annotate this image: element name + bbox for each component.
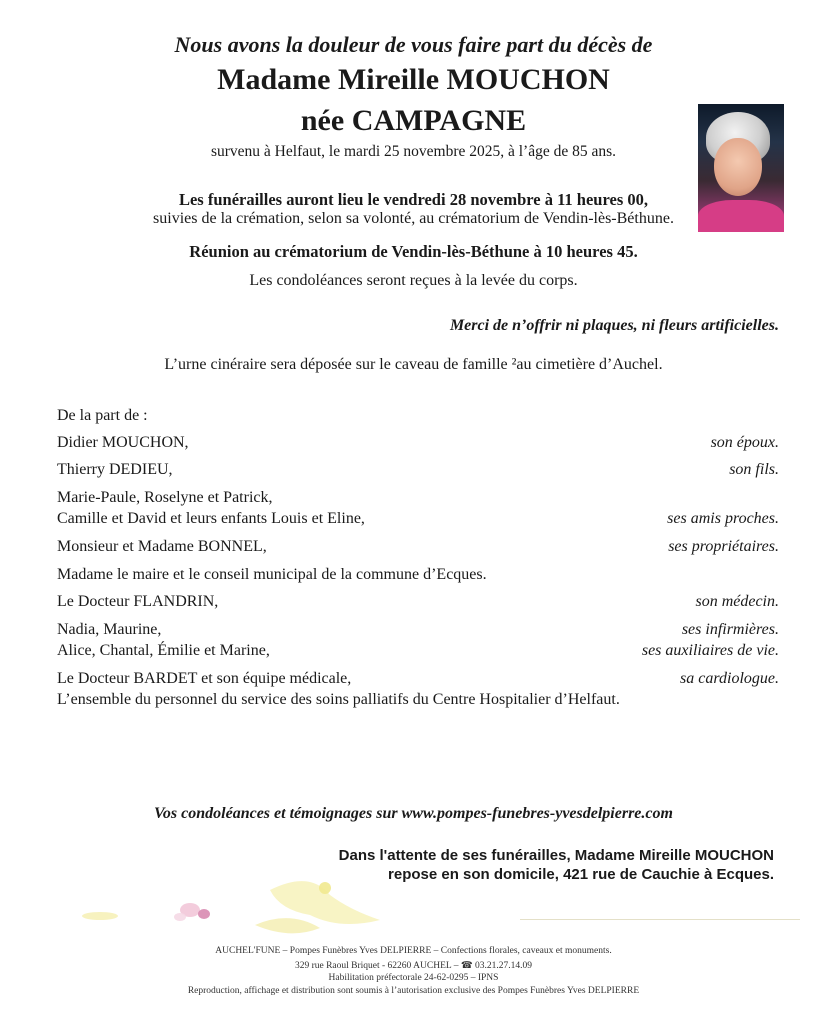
footer-line-3: Habilitation préfectorale 24-62-0295 – IPNS: [328, 973, 499, 983]
intro-line: Nous avons la douleur de vous faire part du décès de: [174, 32, 653, 57]
footer-line-1: AUCHEL'FUNE – Pompes Funèbres Yves DELPIERRE – Confections florales, caveaux et monuments.: [215, 946, 612, 956]
family-row-relation: son époux.: [710, 434, 779, 451]
floral-decoration: [80, 870, 380, 950]
family-row-relation: ses amis proches.: [667, 510, 779, 527]
maiden-name: née CAMPAGNE: [300, 104, 527, 137]
family-row-name: Didier MOUCHON,: [57, 434, 189, 451]
family-row-name: Madame le maire et le conseil municipal de la commune d’Ecques.: [57, 566, 487, 583]
family-row-relation: ses infirmières.: [681, 621, 779, 638]
family-row-relation: son fils.: [729, 461, 779, 478]
family-row-name: Camille et David et leurs enfants Louis et Eline,: [57, 510, 365, 527]
funeral-date: Les funérailles auront lieu le vendredi 28 novembre à 11 heures 00,: [178, 190, 649, 209]
family-row-name: Marie-Paule, Roselyne et Patrick,: [57, 489, 273, 506]
family-row-name: Nadia, Maurine,: [57, 621, 162, 638]
family-heading: De la part de :: [57, 407, 148, 424]
urn-line: L’urne cinéraire sera déposée sur le caveau de famille ²au cimetière d’Auchel.: [164, 356, 663, 373]
family-row-name: Thierry DEDIEU,: [57, 461, 173, 478]
family-row-name: Monsieur et Madame BONNEL,: [57, 538, 267, 555]
reunion-line: Réunion au crématorium de Vendin-lès-Béthune à 10 heures 45.: [189, 242, 638, 261]
divider-line: [520, 919, 800, 920]
website-line: Vos condoléances et témoignages sur www.pompes-funebres-yvesdelpierre.com: [154, 805, 673, 822]
deceased-name: Madame Mireille MOUCHON: [217, 63, 610, 96]
footer-line-2: 329 rue Raoul Briquet - 62260 AUCHEL – ☎ 03.21.27.14.09: [294, 961, 533, 971]
condolences-line: Les condoléances seront reçues à la levée du corps.: [249, 272, 578, 289]
repose-line-1: Dans l'attente de ses funérailles, Madame Mireille MOUCHON: [338, 847, 774, 864]
cremation-details: suivies de la crémation, selon sa volonté, au crématorium de Vendin-lès-Béthune.: [153, 210, 674, 227]
family-row-relation: ses auxiliaires de vie.: [641, 642, 779, 659]
no-flowers-line: Merci de n’offrir ni plaques, ni fleurs artificielles.: [449, 317, 779, 334]
family-row-relation: ses propriétaires.: [668, 538, 779, 555]
death-details: survenu à Helfaut, le mardi 25 novembre 2025, à l’âge de 85 ans.: [210, 143, 617, 160]
family-row-relation: sa cardiologue.: [680, 670, 779, 687]
family-row-name: Le Docteur FLANDRIN,: [57, 593, 219, 610]
repose-line-2: repose en son domicile, 421 rue de Cauchie à Ecques.: [388, 866, 774, 883]
footer-line-4: Reproduction, affichage et distribution sont soumis à l’autorisation exclusive des Pompes Funèbres Yves DELPIERRE: [187, 986, 640, 996]
family-row-name: L’ensemble du personnel du service des soins palliatifs du Centre Hospitalier d’Helfaut.: [57, 691, 620, 708]
family-row-name: Le Docteur BARDET et son équipe médicale,: [57, 670, 352, 687]
family-row-name: Alice, Chantal, Émilie et Marine,: [57, 642, 270, 659]
family-row-relation: son médecin.: [695, 593, 779, 610]
